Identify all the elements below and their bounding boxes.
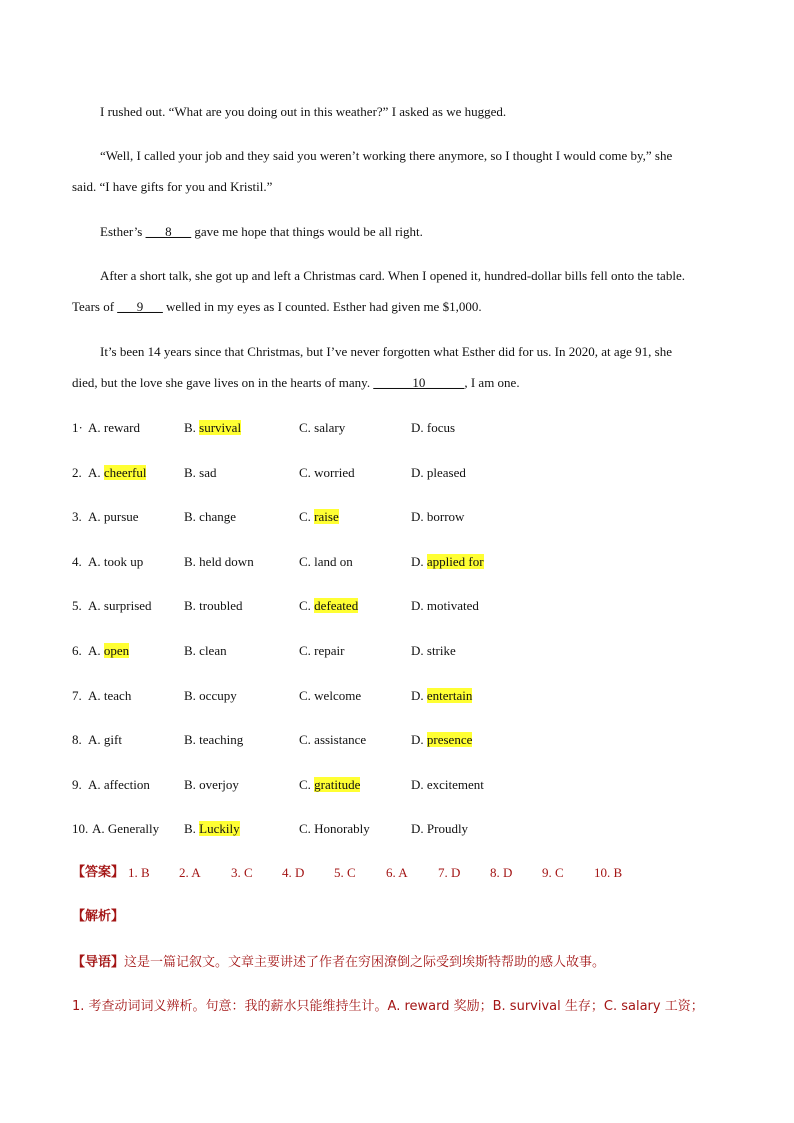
option-word: clean [199,643,227,658]
option-word: sad [199,465,217,480]
option-word: cheerful [103,465,147,480]
option-a [88,552,143,572]
option-letter: D. [411,821,427,836]
option-letter: B. [184,732,200,747]
option-word: salary [314,420,346,435]
option-letter: C. [299,598,315,613]
option-d [411,819,468,839]
option-b [184,552,254,572]
option-letter: B. [184,643,200,658]
option-row [72,418,724,438]
option-letter: A. [88,509,104,524]
option-letter: D. [411,688,427,703]
option-c [299,641,344,661]
option-word: applied for [426,554,484,569]
option-b [184,686,237,706]
option-d [411,686,472,706]
question-number: 7. [72,688,82,703]
option-c [299,775,360,795]
option-b [184,507,236,527]
option-letter: B. [184,777,200,792]
option-letter: C. [299,643,315,658]
option-letter: A. [88,420,104,435]
option-b [184,418,241,438]
option-d [411,463,466,483]
option-word: gratitude [314,777,361,792]
question-number: 6. [72,643,82,658]
option-letter: B. [184,465,200,480]
paragraph-4: After a short talk, she got up and left a Christmas card. When I opened it, hundred-dollar bills fell onto the table. Tears of ___9___ welled in my eyes as I counted. Esther had given me $1,000. [72,268,685,314]
option-letter: A. [88,688,104,703]
option-letter: B. [184,821,200,836]
option-letter: C. [299,777,315,792]
option-letter: D. [411,420,427,435]
question-number: 5. [72,598,82,613]
analysis-item-1: 1. 考查动词词义辨析。句意：我的薪水只能维持生计。A. reward 奖励；B. survival 生存；C. salary 工资； [72,999,704,1014]
analysis-label: 【解析】 [72,909,125,924]
option-word: Luckily [199,821,240,836]
option-a [88,418,140,438]
option-word: land on [314,554,353,569]
question-number: 10. [72,821,89,836]
option-word: focus [426,420,456,435]
paragraph-2: “Well, I called your job and they said you weren’t working there anymore, so I thought I would come by,” she said. “I have gifts for you and Kristil.” [72,148,673,194]
option-b [184,775,239,795]
option-d [411,641,456,661]
option-b [184,596,243,616]
paragraph-5: It’s been 14 years since that Christmas, but I’ve never forgotten what Esther did for us. In 2020, at age 91, she died, but the love she gave lives on in the hearts of many. ______10______, I am one. [72,344,672,390]
option-a [88,463,146,483]
paragraph-3: Esther’s ___8___ gave me hope that things would be all right. [100,224,423,239]
answer-item: 8. D [490,865,513,880]
option-letter: C. [299,688,315,703]
option-b [184,641,227,661]
option-c [299,552,353,572]
option-row [72,775,724,795]
option-letter: C. [299,554,315,569]
option-letter: D. [411,598,427,613]
option-c [299,463,355,483]
option-word: change [199,509,236,524]
option-row [72,596,724,616]
option-word: Honorably [314,821,370,836]
option-letter: D. [411,643,427,658]
option-c [299,507,339,527]
option-word: presence [426,732,473,747]
option-d [411,596,479,616]
question-number: 1· [72,420,83,435]
option-letter: C. [299,509,315,524]
option-word: troubled [199,598,243,613]
question-number: 8. [72,732,82,747]
option-word: entertain [426,688,473,703]
answer-label: 【答案】 [72,865,125,880]
option-row [72,730,724,750]
option-a [88,507,139,527]
option-letter: A. [92,821,108,836]
option-word: held down [199,554,254,569]
option-d [411,552,484,572]
option-letter: B. [184,420,200,435]
option-d [411,775,484,795]
question-number: 3. [72,509,82,524]
option-word: raise [314,509,339,524]
option-word: motivated [426,598,479,613]
option-a [92,819,159,839]
paragraph-1: I rushed out. “What are you doing out in this weather?” I asked as we hugged. [100,104,507,119]
option-word: assistance [314,732,367,747]
option-letter: A. [88,777,104,792]
option-word: strike [426,643,456,658]
option-word: affection [103,777,150,792]
option-c [299,730,366,750]
option-word: survival [199,420,242,435]
option-letter: C. [299,821,315,836]
answer-item: 6. A [386,865,408,880]
option-a [88,641,129,661]
option-letter: A. [88,465,104,480]
option-word: occupy [199,688,237,703]
option-word: excitement [426,777,484,792]
blank-9: ___9___ [117,299,163,314]
option-letter: A. [88,643,104,658]
option-word: welcome [314,688,362,703]
option-d [411,418,455,438]
option-word: borrow [426,509,465,524]
option-letter: B. [184,509,200,524]
option-letter: C. [299,732,315,747]
intro-label: 【导语】 [72,955,125,970]
option-letter: A. [88,554,104,569]
option-row [72,819,724,839]
option-row [72,552,724,572]
answer-item: 7. D [438,865,461,880]
option-d [411,507,464,527]
option-letter: D. [411,777,427,792]
option-b [184,819,240,839]
option-word: pursue [103,509,139,524]
answer-item: 4. D [282,865,305,880]
option-word: repair [314,643,345,658]
option-word: teaching [199,732,244,747]
option-c [299,819,370,839]
blank-10: ______10______ [373,375,465,390]
option-row [72,463,724,483]
option-word: surprised [103,598,152,613]
answer-item: 10. B [594,865,623,880]
option-row [72,641,724,661]
option-letter: A. [88,732,104,747]
option-word: Generally [107,821,160,836]
option-letter: C. [299,420,315,435]
option-a [88,730,122,750]
option-word: open [103,643,130,658]
answer-item: 1. B [128,865,150,880]
option-a [88,686,131,706]
question-number: 4. [72,554,82,569]
option-letter: D. [411,732,427,747]
option-letter: C. [299,465,315,480]
option-letter: D. [411,465,427,480]
option-c [299,418,345,438]
option-word: took up [103,554,144,569]
option-letter: B. [184,554,200,569]
option-word: worried [314,465,355,480]
option-word: defeated [314,598,359,613]
option-letter: B. [184,688,200,703]
answer-item: 3. C [231,865,253,880]
option-word: overjoy [199,777,239,792]
option-a [88,596,152,616]
option-b [184,463,217,483]
intro-text: 这是一篇记叙文。文章主要讲述了作者在穷困潦倒之际受到埃斯特帮助的感人故事。 [124,955,606,970]
option-word: teach [103,688,132,703]
option-word: reward [103,420,140,435]
option-b [184,730,243,750]
option-word: gift [103,732,122,747]
option-c [299,596,358,616]
blank-8: ___8___ [145,224,192,239]
intro-line [72,951,605,974]
answer-item: 5. C [334,865,356,880]
question-number: 2. [72,465,82,480]
option-letter: A. [88,598,104,613]
option-c [299,686,361,706]
option-letter: D. [411,509,427,524]
option-word: pleased [426,465,466,480]
option-d [411,730,472,750]
option-letter: D. [411,554,427,569]
question-number: 9. [72,777,82,792]
option-a [88,775,150,795]
option-row [72,686,724,706]
answer-item: 9. C [542,865,564,880]
answer-key [72,862,724,884]
option-word: Proudly [426,821,469,836]
option-row [72,507,724,527]
answer-item: 2. A [179,865,201,880]
option-letter: B. [184,598,200,613]
